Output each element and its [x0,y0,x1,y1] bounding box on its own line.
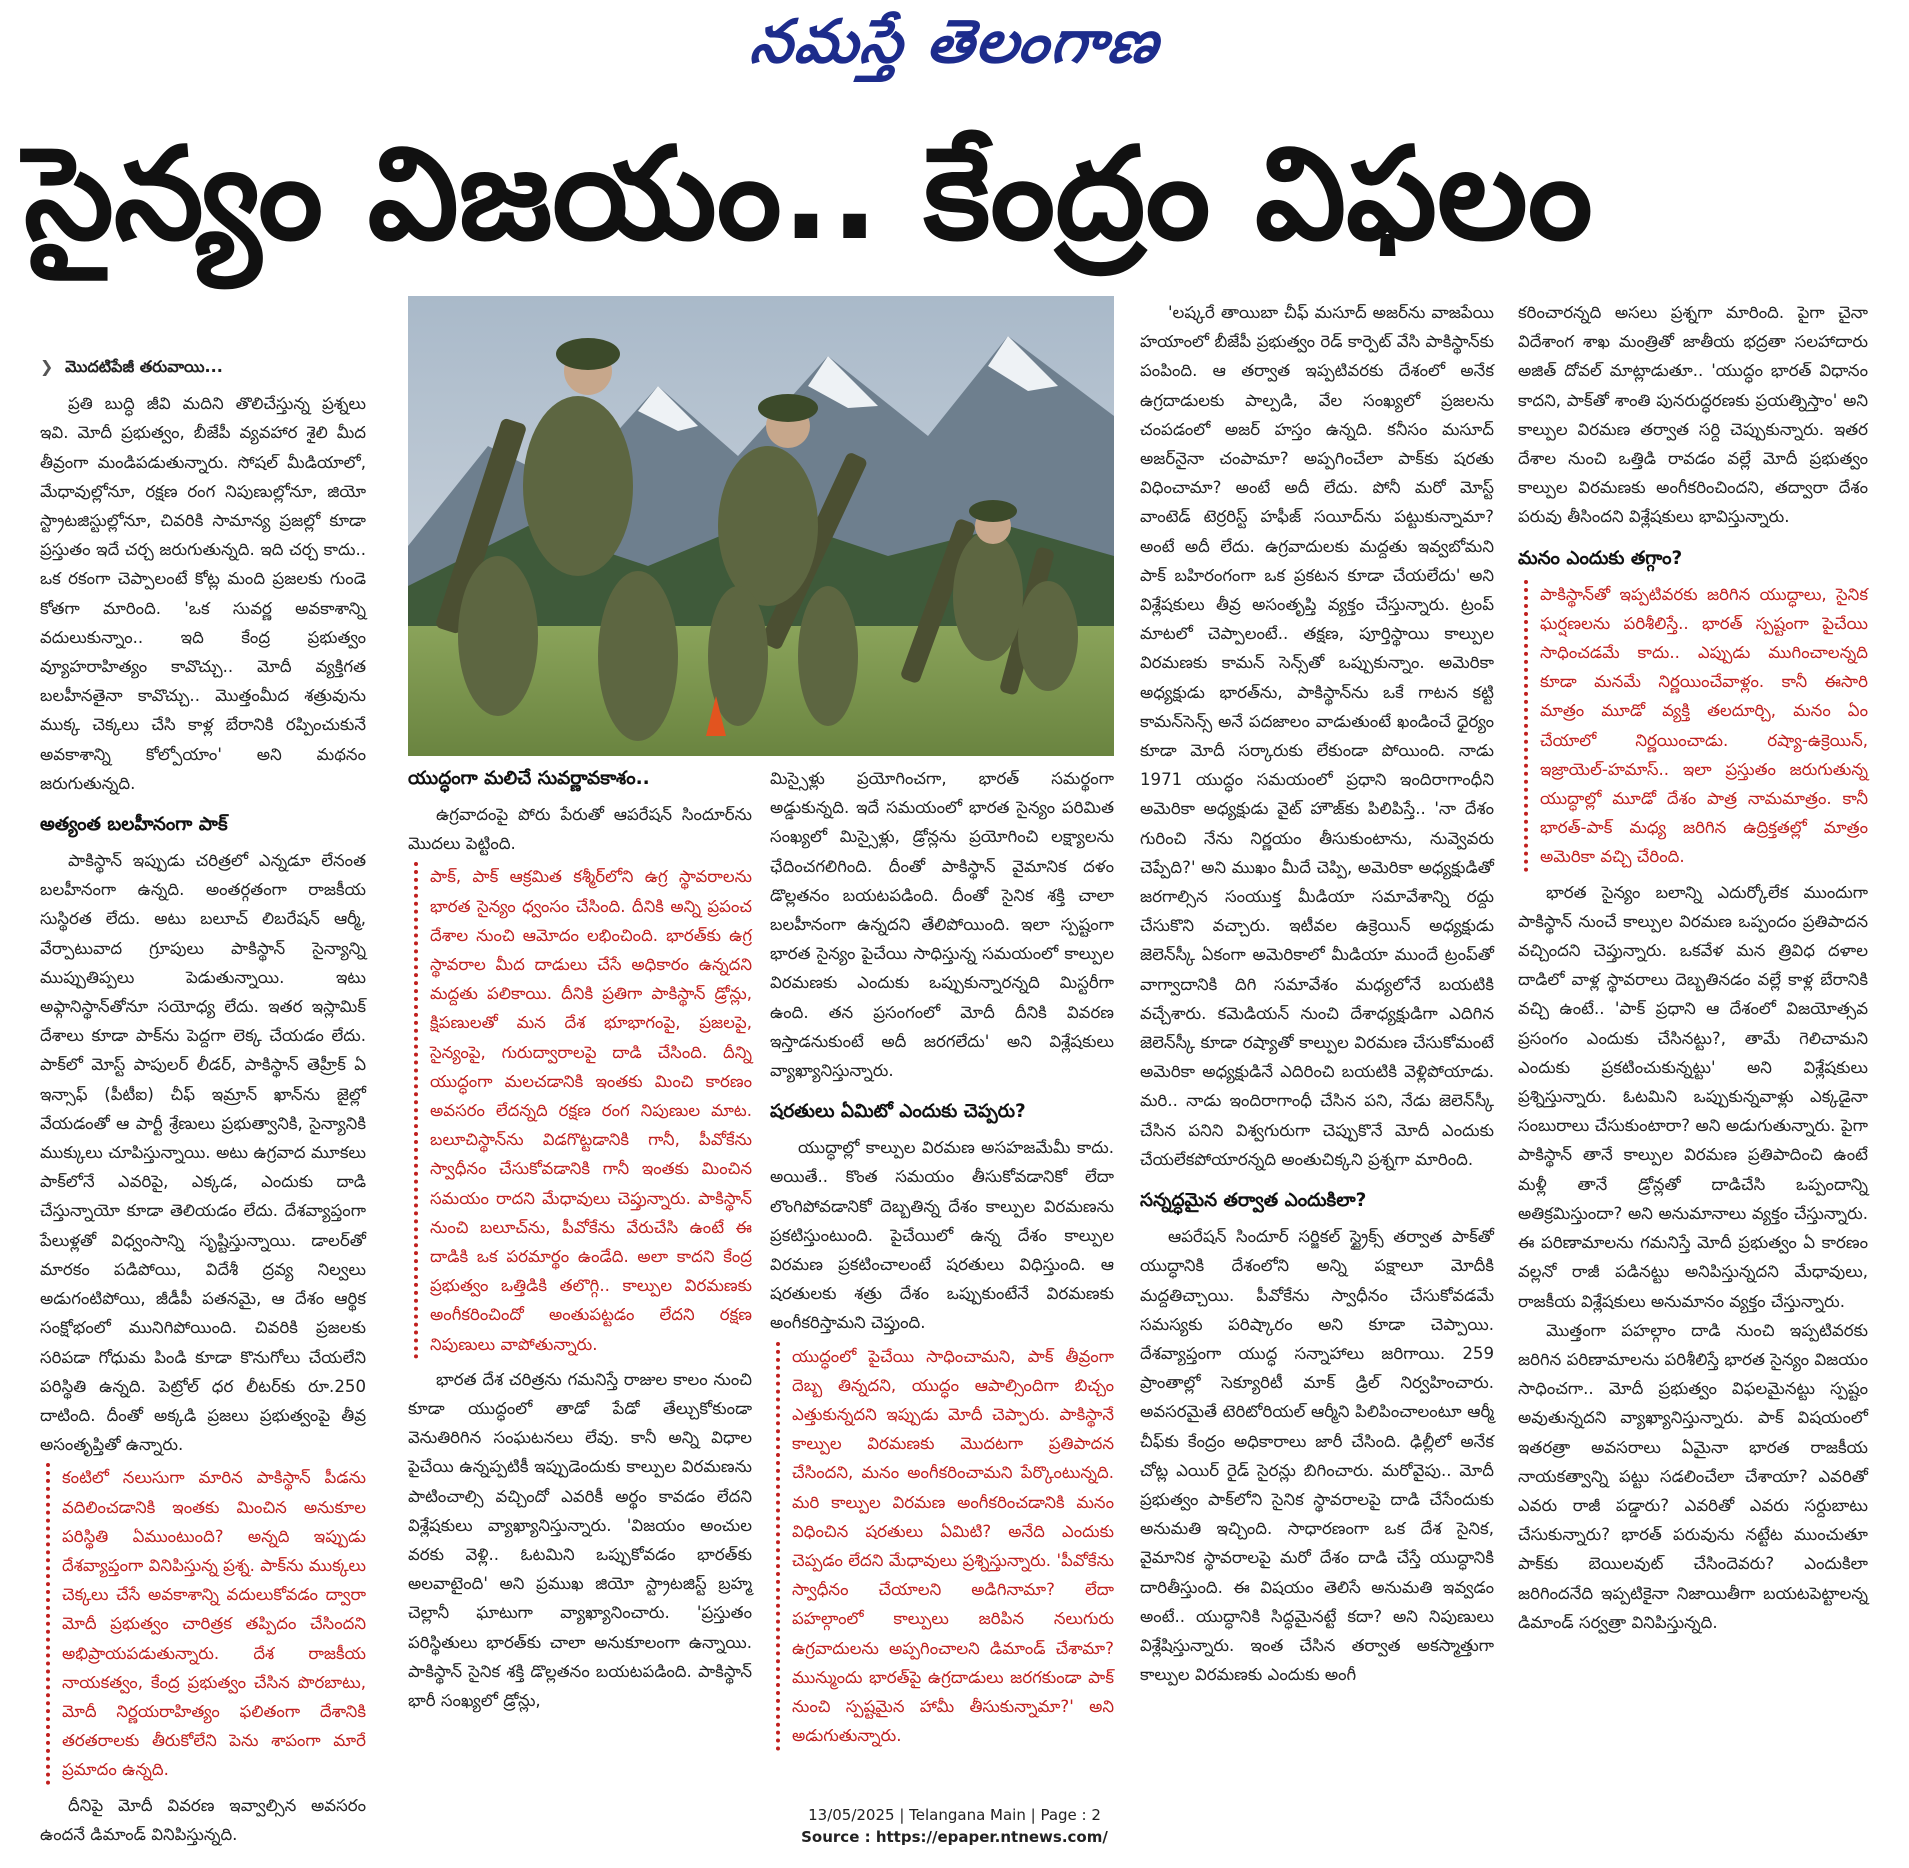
paragraph: దీనిపై మోదీ వివరణ ఇవ్వాల్సిన అవసరం ఉందనే డిమాండ్ వినిపిస్తున్నది. [40,1795,366,1844]
footer-source: Source : https://epaper.ntnews.com/ [801,1828,1108,1846]
pull-quote-text: కంటిలో నలుసుగా మారిన పాకిస్థాన్ పీడను వదిలించడానికి ఇంతకు మించిన అనుకూల పరిస్థితి ఏముంటుంది? అన్నది ఇప్పుడు దేశవ్యాప్తంగా వినిపిస్తున్న ప్రశ్న. పాక్‌ను ముక్కలు చెక్కలు చేసే అవకాశాన్ని వదులుకోవడం ద్వారా మోదీ ప్రభుత్వం చారిత్రక తప్పిదం చేసిందని అభిప్రాయపడుతున్నారు. దేశ రాజకీయ నాయకత్వం, కేంద్ర ప్రభుత్వం చేసిన పొరబాటు, మోదీ నిర్ణయరాహిత్యం ఫలితంగా దేశానికి తరతరాలకు తీరుకోలేని పెను శాపంగా మారే ప్రమాదం ఉన్నది. [62,1468,366,1780]
pull-quote [414,862,752,1358]
subhead: అత్యంత బలహీనంగా పాక్ [40,814,228,836]
headline: సైన్యం విజయం.. కేంద్రం విఫలం [24,120,1593,269]
column-4 [1140,298,1494,1772]
pull-quote [1524,580,1868,872]
pull-quote-text: పాక్, పాక్ ఆక్రమిత కశ్మీర్‌లోని ఉగ్ర స్థావరాలను భారత సైన్యం ధ్వంసం చేసింది. దీనికి అన్ని ప్రపంచ దేశాల నుంచి ఆమోదం లభించింది. భారత్‌కు ఉగ్ర స్థావరాల మీద దాడులు చేసే అధికారం ఉన్నదని మద్దతు పలికాయి. దీనికి ప్రతిగా పాకిస్థాన్ డ్రోన్లు, క్షిపణులతో మన దేశ భూభాగంపై, ప్రజలపై, సైన్యంపై, గురుద్వారాలపై దాడి చేసింది. దీన్ని యుద్ధంగా మలచడానికి ఇంతకు మించి కారణం అవసరం లేదన్నది రక్షణ రంగ నిపుణుల మాట. బలూచిస్థాన్‌ను విడగొట్టడానికి గానీ, పీవోకేను స్వాధీనం చేసుకోవడానికి గానీ ఇంతకు మించిన సమయం రాదని మేధావులు చెప్తున్నారు. పాకిస్థాన్ నుంచి బలూచ్‌ను, పీవోకేను వేరుచేసి ఉంటే ఈ దాడికి ఒక పరమార్థం ఉండేది. అలా కాదని కేంద్ర ప్రభుత్వం ఒత్తిడికి తలొగ్గి.. కాల్పుల విరమణకు అంగీకరించిందో అంతుపట్టడం లేదని రక్షణ నిపుణులు వాపోతున్నారు. [430,867,752,1354]
column-5 [1518,298,1868,1772]
soldiers-photo [408,296,1114,756]
paragraph: ఆపరేషన్ సిందూర్ సర్జికల్ స్ట్రైక్స్ తర్వాత పాక్‌తో యుద్ధానికి దేశంలోని అన్ని పక్షాలూ మోదీకి మద్దతిచ్చాయి. పీవోకేను స్వాధీనం చేసుకోవడమే సమస్యకు పరిష్కారం అని కూడా చెప్పాయి. దేశవ్యాప్తంగా యుద్ధ సన్నాహాలు జరిగాయి. 259 ప్రాంతాల్లో సెక్యూరిటీ మాక్ డ్రిల్ నిర్వహించారు. అవసరమైతే టెరిటోరియల్ ఆర్మీని పిలిపించాలంటూ ఆర్మీ చీఫ్‌కు కేంద్రం అధికారాలు జారీ చేసింది. ఢిల్లీలో అనేక చోట్ల ఎయిర్ రైడ్ సైరన్లు బిగించారు. మరోవైపు.. మోదీ ప్రభుత్వం పాక్‌లోని సైనిక స్థావరాలపై దాడి చేసేందుకు అనుమతి ఇచ్చింది. సాధారణంగా ఒక దేశ సైనిక, వైమానిక స్థావరాలపై మరో దేశం దాడి చేస్తే యుద్ధానికి దారితీస్తుంది. ఈ విషయం తెలిసే అనుమతి ఇవ్వడం అంటే.. యుద్ధానికి సిద్ధమైనట్టే కదా? అని నిపుణులు విశ్లేషిస్తున్నారు. ఇంత చేసిన తర్వాత అకస్మాత్తుగా కాల్పుల విరమణకు ఎందుకు అంగీ [1140,1227,1494,1685]
chevron-right-icon: ❯ [40,357,54,376]
continued-label: ❯ మొదటిపేజీ తరువాయి... [40,357,223,376]
column-2 [408,764,752,1772]
soldiers-photo-illustration [408,296,1114,756]
paragraph: మొత్తంగా పహల్గాం దాడి నుంచి ఇప్పటివరకు జరిగిన పరిణామాలను పరిశీలిస్తే భారత సైన్యం విజయం సాధించగా.. మోదీ ప్రభుత్వం విఫలమైనట్టు స్పష్టం అవుతున్నదని వ్యాఖ్యానిస్తున్నారు. పాక్ విషయంలో ఇతరత్రా అవసరాలు ఏమైనా భారత రాజకీయ నాయకత్వాన్ని పట్టు సడలించేలా చేశాయా? ఎవరితో ఎవరు రాజీ పడ్డారు? ఎవరితో ఎవరు సర్దుబాటు చేసుకున్నారు? భారత్ పరువును నట్టేట ముంచుతూ పాక్‌కు బెయిలవుట్ చేసిందెవరు? ఎందుకిలా జరిగిందనేది ఇప్పటికైనా నిజాయితీగా బయటపెట్టాలన్న డిమాండ్ సర్వత్రా వినిపిస్తున్నది. [1518,1320,1868,1632]
subhead: యుద్ధంగా మలిచే సువర్ణావకాశం.. [408,768,650,789]
masthead-logo: నమస్తే తెలంగాణ [747,7,1164,77]
subhead: షరతులు ఏమిటో ఎందుకు చెప్పరు? [770,1101,1026,1123]
paragraph: మిస్సైళ్లు ప్రయోగించగా, భారత్ సమర్థంగా అడ్డుకున్నది. ఇదే సమయంలో భారత సైన్యం పరిమిత సంఖ్యలో మిస్సైళ్లు, డ్రోన్లను ప్రయోగించి లక్ష్యాలను ఛేదించగలిగింది. దీంతో పాకిస్థాన్ వైమానిక దళం డొల్లతనం బయటపడింది. దీంతో సైనిక శక్తి చాలా బలహీనంగా ఉన్నదని తేలిపోయింది. ఇలా స్పష్టంగా భారత సైన్యం పైచేయి సాధిస్తున్న సమయంలో కాల్పుల విరమణకు ఎందుకు ఒప్పుకున్నారన్నది మిస్టరీగా ఉంది. తన ప్రసంగంలో మోదీ దీనికి వివరణ ఇస్తాడనుకుంటే అదీ జరగలేదు' అని విశ్లేషకులు వ్యాఖ్యానిస్తున్నారు. [770,769,1114,1081]
footer-edition: 13/05/2025 | Telangana Main | Page : 2 [808,1806,1101,1824]
paragraph: పాకిస్థాన్ ఇప్పుడు చరిత్రలో ఎన్నడూ లేనంత బలహీనంగా ఉన్నది. అంతర్గతంగా రాజకీయ సుస్థిరత లేదు. అటు బలూచ్ లిబరేషన్ ఆర్మీ, వేర్పాటువాద గ్రూపులు పాకిస్థాన్ సైన్యాన్ని ముప్పుతిప్పలు పెడుతున్నాయి. ఇటు అఫ్గానిస్థాన్‌తోనూ సయోధ్య లేదు. ఇతర ఇస్లామిక్ దేశాలు కూడా పాక్‌ను పెద్దగా లెక్క చేయడం లేదు. పాక్‌లో మోస్ట్ పాపులర్ లీడర్, పాకిస్థాన్ తెహ్రీక్ ఏ ఇన్సాఫ్ (పీటీఐ) చీఫ్ ఇమ్రాన్ ఖాన్‌ను జైల్లో వేయడంతో ఆ పార్టీ శ్రేణులు ప్రభుత్వానికి, సైన్యానికి ముక్కులు చూపిస్తున్నాయి. అటు ఉగ్రవాద మూకలు పాక్‌లోనే ఎవరిపై, ఎక్కడ, ఎందుకు దాడి చేస్తున్నాయో కూడా తెలియడం లేదు. దేశవ్యాప్తంగా పేలుళ్లతో విధ్వంసాన్ని సృష్టిస్తున్నాయి. డాలర్‌తో మారకం పడిపోయి, విదేశీ ద్రవ్య నిల్వలు అడుగంటిపోయి, జీడీపీ పతనమై, ఆ దేశం ఆర్థిక సంక్షోభంలో మునిగిపోయింది. చివరికి ప్రజలకు సరిపడా గోధుమ పిండి కూడా కొనుగోలు చేయలేని పరిస్థితి ఉన్నది. పెట్రోల్ ధర లీటర్‌కు రూ.250 దాటింది. దీంతో అక్కడి ప్రజలు ప్రభుత్వంపై తీవ్ర అసంతృప్తితో ఉన్నారు. [40,851,366,1455]
paragraph: కరించారన్నది అసలు ప్రశ్నగా మారింది. పైగా చైనా విదేశాంగ శాఖ మంత్రితో జాతీయ భద్రతా సలహాదారు అజిత్ దోవల్ మాట్లాడుతూ.. 'యుద్ధం భారత్ విధానం కాదని, పాక్‌తో శాంతి పునరుద్ధరణకు ప్రయత్నిస్తాం' అని కాల్పుల విరమణ తర్వాత సర్ది చెప్పుకున్నారు. ఇతర దేశాల నుంచి ఒత్తిడి రావడం వల్లే మోదీ ప్రభుత్వం కాల్పుల విరమణకు అంగీకరించిందని, తద్వారా దేశం పరువు తీసిందని విశ్లేషకులు భావిస్తున్నారు. [1518,303,1868,527]
pull-quote-text: యుద్ధంలో పైచేయి సాధించామని, పాక్ తీవ్రంగా దెబ్బ తిన్నదని, యుద్ధం ఆపాల్సిందిగా బిచ్చం ఎత్తుకున్నదని ఇప్పుడు మోదీ చెప్పారు. పాకిస్థానే కాల్పుల విరమణకు మొదటగా ప్రతిపాదన చేసిందని, మనం అంగీకరించామని పేర్కొంటున్నది. మరి కాల్పుల విరమణ అంగీకరించడానికి మనం విధించిన షరతులు ఏమిటి? అనేది ఎందుకు చెప్పడం లేదని మేధావులు ప్రశ్నిస్తున్నారు. 'పీవోకేను స్వాధీనం చేయాలని అడిగినామా? లేదా పహల్గాంలో కాల్పులు జరిపిన నలుగురు ఉగ్రవాదులను అప్పగించాలని డిమాండ్ చేశామా? మున్ముందు భారత్‌పై ఉగ్రదాడులు జరగకుండా పాక్ నుంచి స్పష్టమైన హామీ తీసుకున్నామా?' అని అడుగుతున్నారు. [792,1346,1114,1746]
subhead: సన్నద్ధమైన తర్వాత ఎందుకిలా? [1140,1190,1367,1212]
pull-quote [46,1463,366,1784]
column-3 [770,764,1114,1772]
column-1 [40,352,366,1844]
paragraph: యుద్ధాల్లో కాల్పుల విరమణ అసహజమేమీ కాదు. అయితే.. కొంత సమయం తీసుకోవడానికో లేదా లొంగిపోవడానికో దెబ్బతిన్న దేశం కాల్పుల విరమణను ప్రకటిస్తుంటుంది. పైచేయిలో ఉన్న దేశం కాల్పుల విరమణ ప్రకటించాలంటే షరతులు విధిస్తుంది. ఆ షరతులకు శత్రు దేశం ఒప్పుకుంటేనే విరమణకు అంగీకరిస్తామని చెప్తుంది. [770,1138,1114,1333]
pull-quote [776,1342,1114,1751]
masthead [0,6,1909,92]
subhead: మనం ఎందుకు తగ్గాం? [1518,547,1683,569]
paragraph: భారత సైన్యం బలాన్ని ఎదుర్కోలేక ముందుగా పాకిస్థాన్ నుంచే కాల్పుల విరమణ ఒప్పందం ప్రతిపాదన వచ్చిందని చెప్తున్నారు. ఒకవేళ మన త్రివిధ దళాల దాడిలో వాళ్ల స్థావరాలు దెబ్బతినడం వల్లే కాళ్ల బేరానికి వచ్చి ఉంటే.. 'పాక్ ప్రధాని ఆ దేశంలో విజయోత్సవ ప్రసంగం ఎందుకు చేసినట్టు?, తామే గెలిచామని ఎందుకు ప్రకటించుకున్నట్టు' అని విశ్లేషకులు ప్రశ్నిస్తున్నారు. ఓటమిని ఒప్పుకున్నవాళ్లు ఎక్కడైనా సంబురాలు చేసుకుంటారా? అని అడుగుతున్నారు. పైగా పాకిస్థాన్ తానే కాల్పుల విరమణ ప్రతిపాదించి ఉంటే మళ్లీ తానే డ్రోన్లతో దాడిచేసి ఒప్పందాన్ని అతిక్రమిస్తుందా? అని అనుమానాలు వ్యక్తం చేస్తున్నారు. ఈ పరిణామాలను గమనిస్తే మోదీ ప్రభుత్వం ఏ కారణం వల్లనో రాజీ పడినట్టు అనిపిస్తున్నదని మేధావులు, రాజకీయ విశ్లేషకులు అనుమానం వ్యక్తం చేస్తున్నారు. [1518,882,1868,1311]
paragraph: ప్రతి బుద్ధి జీవి మదిని తొలిచేస్తున్న ప్రశ్నలు ఇవి. మోదీ ప్రభుత్వం, బీజేపీ వ్యవహార శైలి మీద తీవ్రంగా మండిపడుతున్నారు. సోషల్ మీడియాలో, మేధావుల్లోనూ, రక్షణ రంగ నిపుణుల్లోనూ, జియో స్ట్రాటజిస్టుల్లోనూ, చివరికి సామాన్య ప్రజల్లో కూడా ప్రస్తుతం ఇదే చర్చ జరుగుతున్నది. ఇది చర్చ కాదు.. ఒక రకంగా చెప్పాలంటే కోట్ల మంది ప్రజలకు గుండె కోతగా మారింది. 'ఒక సువర్ణ అవకాశాన్ని వదులుకున్నాం.. ఇది కేంద్ర ప్రభుత్వం వ్యూహరాహిత్యం కావొచ్చు.. మోదీ వ్యక్తిగత బలహీనతైనా కావొచ్చు.. మొత్తంమీద శత్రువును ముక్క చెక్కలు చేసి కాళ్ల బేరానికి రప్పించుకునే అవకాశాన్ని కోల్పోయాం' అని మథనం జరుగుతున్నది. [40,394,366,793]
pull-quote-text: పాకిస్థాన్‌తో ఇప్పటివరకు జరిగిన యుద్ధాలు, సైనిక ఘర్షణలను పరిశీలిస్తే.. భారత్ స్పష్టంగా పైచేయి సాధించడమే కాదు.. ఎప్పుడు ముగించాలన్నది కూడా మనమే నిర్ణయించేవాళ్లం. కానీ ఈసారి మాత్రం మూడో వ్యక్తి తలదూర్చి, మనం ఏం చేయాలో నిర్ణయించాడు. రష్యా-ఉక్రెయిన్, ఇజ్రాయెల్-హమాస్.. ఇలా ప్రస్తుతం జరుగుతున్న యుద్ధాల్లో మూడో దేశం పాత్ర నామమాత్రం. కానీ భారత్-పాక్ మధ్య జరిగిన ఉద్రిక్తతల్లో మాత్రం అమెరికా వచ్చి చేరింది. [1540,584,1868,867]
footer [0,1804,1909,1848]
paragraph: భారత దేశ చరిత్రను గమనిస్తే రాజుల కాలం నుంచి కూడా యుద్ధంలో తాడో పేడో తేల్చుకోకుండా వెనుతిరిగిన సంఘటనలు లేవు. కానీ అన్ని విధాల పైచేయి ఉన్నప్పటికీ ఇప్పుడెందుకు కాల్పుల విరమణను పాటించాల్సి వచ్చిందో ఎవరికీ అర్థం కావడం లేదని విశ్లేషకులు వ్యాఖ్యానిస్తున్నారు. 'విజయం అంచుల వరకు వెళ్లి.. ఓటమిని ఒప్పుకోవడం భారత్‌కు అలవాటైంది' అని ప్రముఖ జియో స్ట్రాటజిస్ట్ బ్రహ్మ చెల్లానీ ఘాటుగా వ్యాఖ్యానించారు. 'ప్రస్తుతం పరిస్థితులు భారత్‌కు చాలా అనుకూలంగా ఉన్నాయి. పాకిస్థాన్ సైనిక శక్తి డొల్లతనం బయటపడింది. పాకిస్థాన్ భారీ సంఖ్యలో డ్రోన్లు, [408,1369,752,1711]
paragraph: 'లష్కరే తాయిబా చీఫ్ మసూద్ అజర్‌ను వాజపేయి హయాంలో బీజేపీ ప్రభుత్వం రెడ్ కార్పెట్ వేసి పాకిస్థాన్‌కు పంపింది. ఆ తర్వాత ఇప్పటివరకు దేశంలో అనేక ఉగ్రదాడులకు పాల్పడి, వేల సంఖ్యలో ప్రజలను చంపడంలో అజర్ హస్తం ఉన్నది. కనీసం మసూద్ అజర్‌నైనా చంపామా? అప్పగించేలా పాక్‌కు షరతు విధించామా? అంటే అదీ లేదు. పోనీ మరో మోస్ట్ వాంటెడ్ టెర్రరిస్ట్ హఫీజ్ సయీద్‌ను పట్టుకున్నామా? అంటే అదీ లేదు. ఉగ్రవాదులకు మద్దతు ఇవ్వబోమని పాక్ బహిరంగంగా ఒక ప్రకటన కూడా చేయలేదు' అని విశ్లేషకులు తీవ్ర అసంతృప్తి వ్యక్తం చేస్తున్నారు. ట్రంప్ మాటలో చెప్పాలంటే.. తక్షణ, పూర్తిస్థాయి కాల్పుల విరమణకు కామన్ సెన్స్‌తో ఒప్పుకున్నాం. అమెరికా అధ్యక్షుడు భారత్‌ను, పాకిస్థాన్‌ను ఒకే గాటన కట్టి కామన్‌సెన్స్ అనే పదజాలం వాడుతుంటే ఖండించే ధైర్యం కూడా మోదీ సర్కారుకు లేకుండా పోయింది. నాడు 1971 యుద్ధం సమయంలో ప్రధాని ఇందిరాగాంధీని అమెరికా అధ్యక్షుడు వైట్ హౌజ్‌కు పిలిపిస్తే.. 'నా దేశం గురించి నేను నిర్ణయం తీసుకుంటాను, నువ్వెవరు చెప్పేది?' అని ముఖం మీదే చెప్పి, అమెరికా అధ్యక్షుడితో జరగాల్సిన సంయుక్త మీడియా సమావేశాన్ని రద్దు చేసుకొని వచ్చారు. ఇటీవల ఉక్రెయిన్ అధ్యక్షుడు జెలెన్‌స్కీ ఏకంగా అమెరికాలో మీడియా ముందే ట్రంప్‌తో వాగ్వాదానికి దిగి సమావేశం మధ్యలోనే బయటికి వచ్చేశారు. కమెడియన్ నుంచి దేశాధ్యక్షుడిగా ఎదిగిన జెలెన్‌స్కీ కూడా రష్యాతో కాల్పుల విరమణ చేసుకోమంటే అమెరికా అధ్యక్షుడినే ఎదిరించి బయటికి వెళ్లిపోయాడు. మరి.. నాడు ఇందిరాగాంధీ చేసిన పని, నేడు జెలెన్‌స్కీ చేసిన పనిని విశ్వగురుగా చెప్పుకొనే మోదీ ఎందుకు చేయలేకపోయారన్నది అంతుచిక్కని ప్రశ్నగా మారింది. [1140,303,1494,1169]
paragraph: ఉగ్రవాదంపై పోరు పేరుతో ఆపరేషన్ సిందూర్‌ను మొదలు పెట్టింది. [408,805,752,854]
